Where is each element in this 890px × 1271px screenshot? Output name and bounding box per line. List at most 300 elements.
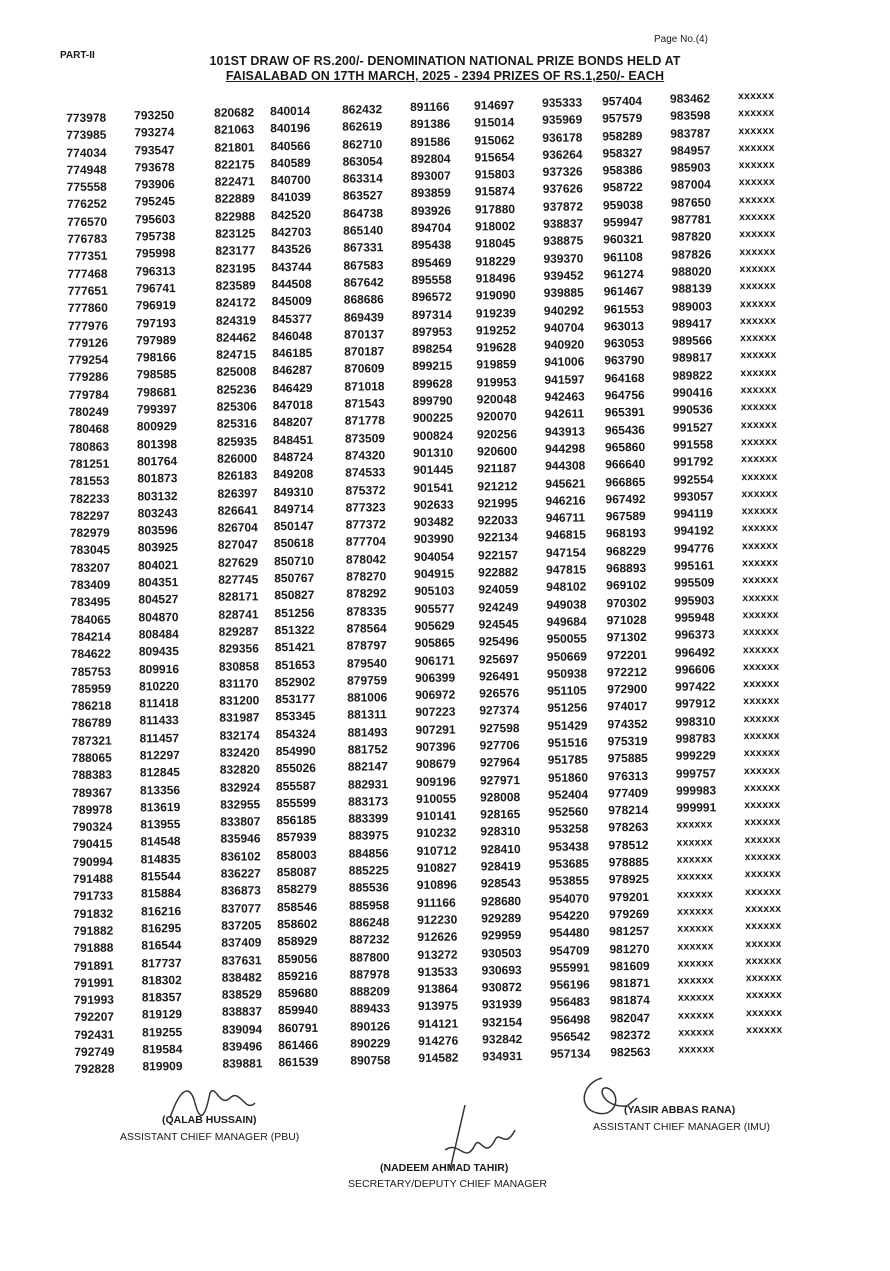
prize-number: 914121: [418, 1016, 459, 1031]
prize-number: 847018: [272, 397, 313, 413]
prize-number: 792207: [73, 1010, 115, 1025]
prize-number: xxxxxx: [743, 729, 780, 743]
prize-number: 964168: [604, 370, 645, 386]
prize-number: 918002: [475, 219, 516, 234]
prize-number: 823589: [215, 278, 256, 293]
prize-number: 790324: [72, 819, 113, 835]
prize-number: 922033: [477, 513, 518, 528]
prize-number: 954709: [549, 943, 590, 958]
prize-number: xxxxxx: [739, 297, 777, 310]
prize-number: 961467: [603, 284, 644, 299]
prize-number: xxxxxx: [745, 989, 783, 1002]
prize-column: [738, 88, 783, 1040]
prize-number: xxxxxx: [745, 902, 782, 916]
prize-number: 848207: [272, 415, 313, 430]
prize-number: 840700: [270, 173, 311, 188]
prize-number: 851421: [274, 640, 315, 655]
prize-number: 975885: [607, 751, 648, 766]
prize-number: 812845: [139, 765, 180, 780]
prize-number: 779286: [68, 370, 109, 385]
prize-number: 889433: [349, 1001, 391, 1016]
prize-number: 912230: [417, 912, 458, 927]
signatory-title-2: ASSISTANT CHIEF MANAGER (IMU): [593, 1121, 770, 1133]
prize-number: 963053: [604, 336, 645, 351]
prize-number: 822175: [214, 157, 255, 172]
prize-number: 795998: [135, 246, 176, 261]
prize-number: 798681: [136, 384, 177, 400]
prize-number: 779784: [68, 387, 109, 402]
prize-number: 830858: [218, 658, 260, 674]
prize-number: xxxxxx: [677, 957, 714, 970]
prize-number: 919628: [476, 340, 517, 355]
prize-number: 892804: [410, 151, 451, 166]
prize-number: 927598: [479, 720, 520, 736]
prize-number: 779126: [68, 335, 109, 350]
prize-number: 905865: [414, 635, 455, 651]
prize-number: 793678: [134, 159, 175, 175]
prize-number: 975319: [607, 733, 648, 749]
prize-number: 777468: [67, 266, 108, 281]
prize-number: 881006: [347, 690, 388, 705]
prize-number: 839094: [222, 1022, 263, 1037]
prize-number: 895558: [411, 272, 452, 287]
prize-number: 862432: [342, 102, 383, 117]
prize-number: 952404: [548, 787, 589, 802]
prize-number: 858929: [277, 934, 318, 949]
prize-number: 946216: [545, 493, 586, 508]
prize-number: 776570: [67, 214, 108, 229]
prize-number: 999983: [675, 783, 717, 798]
prize-number: 940704: [543, 320, 585, 335]
prize-number: 871778: [344, 413, 385, 428]
prize-number: 971302: [606, 630, 647, 645]
prize-number: xxxxxx: [738, 124, 775, 137]
prize-number: 877704: [345, 534, 386, 549]
prize-number: 925496: [478, 634, 519, 649]
prize-number: 809435: [138, 644, 179, 659]
prize-column: [214, 104, 262, 1073]
prize-number: 996373: [674, 627, 715, 642]
prize-number: 918045: [475, 236, 516, 251]
prize-number: 858279: [276, 882, 318, 897]
prize-number: 928410: [480, 841, 521, 857]
prize-number: 893926: [410, 203, 452, 218]
prize-number: 849310: [273, 484, 314, 499]
prize-number: 837631: [221, 952, 262, 968]
prize-number: xxxxxx: [677, 922, 714, 935]
prize-number: 828741: [218, 606, 259, 622]
prize-number: 826183: [217, 468, 258, 483]
prize-number: 878292: [346, 586, 387, 601]
title-line-2: FAISALABAD ON 17TH MARCH, 2025 - 2394 PRIZES OF RS.1,250/- EACH: [225, 69, 665, 83]
prize-number: 879759: [347, 673, 388, 688]
prize-number: 988139: [671, 281, 712, 296]
prize-number: xxxxxx: [739, 228, 776, 241]
prize-number: 929959: [481, 928, 522, 943]
prize-number: 774948: [66, 162, 107, 177]
prize-number: 928419: [480, 859, 521, 874]
prize-number: 913272: [417, 947, 458, 962]
prize-number: 966865: [605, 474, 646, 489]
prize-number: 787321: [71, 733, 112, 748]
prize-number: 919859: [476, 357, 517, 372]
prize-number: xxxxxx: [738, 107, 775, 120]
prize-number: 978885: [608, 855, 649, 870]
prize-number: 796741: [135, 281, 176, 296]
prize-number: 864738: [342, 206, 384, 221]
prize-number: 820682: [214, 105, 255, 120]
prize-number: xxxxxx: [740, 401, 778, 414]
prize-number: 910827: [416, 860, 457, 876]
prize-number: 795245: [134, 194, 175, 209]
prize-number: 838482: [221, 970, 262, 985]
prize-number: 887800: [349, 949, 390, 965]
prize-number: 801764: [137, 453, 178, 469]
prize-number: 958722: [602, 180, 643, 195]
prize-number: 905577: [414, 601, 455, 616]
prize-number: 776783: [67, 231, 108, 247]
prize-number: xxxxxx: [738, 193, 776, 206]
prize-number: 823177: [215, 243, 256, 259]
prize-number: 957579: [602, 111, 643, 126]
prize-number: xxxxxx: [738, 176, 776, 189]
prize-number: 869439: [343, 309, 385, 325]
prize-number: 954070: [548, 891, 590, 906]
prize-number: 819255: [142, 1024, 183, 1040]
prize-number: 840014: [270, 103, 311, 119]
prize-number: 879540: [346, 655, 388, 671]
prize-number: 953258: [548, 821, 589, 837]
prize-number: 859680: [277, 985, 318, 1001]
prize-number: 850827: [274, 588, 315, 603]
prize-number: xxxxxx: [742, 591, 779, 604]
prize-number: 953438: [548, 839, 589, 854]
prize-number: 950938: [546, 666, 588, 681]
prize-number: 963013: [603, 318, 645, 334]
prize-number: 858546: [276, 899, 318, 914]
prize-number: 919953: [476, 374, 517, 390]
prize-number: 961274: [603, 266, 644, 282]
prize-number: 870137: [343, 327, 385, 342]
prize-number: 790994: [72, 854, 113, 869]
prize-number: 910055: [416, 791, 457, 806]
prize-number: 804870: [138, 609, 179, 624]
prize-number: 842703: [271, 224, 312, 240]
prize-number: xxxxxx: [739, 280, 776, 293]
prize-number: 920600: [477, 444, 518, 459]
prize-number: 951105: [547, 683, 587, 698]
prize-number: 810220: [139, 678, 180, 694]
prize-number: 911166: [416, 895, 456, 910]
prize-number: 929289: [481, 911, 522, 926]
prize-number: xxxxxx: [743, 781, 781, 794]
prize-number: 894704: [411, 220, 452, 236]
prize-number: 909196: [415, 774, 457, 789]
prize-number: 898254: [412, 341, 453, 357]
prize-number: 831987: [219, 710, 260, 726]
prize-number: 871018: [344, 378, 385, 394]
prize-number: 950055: [546, 631, 587, 647]
prize-number: 849714: [273, 501, 314, 517]
prize-number: 793250: [134, 108, 175, 123]
prize-number: 999991: [676, 800, 717, 815]
prize-number: 893859: [410, 186, 451, 201]
prize-number: 897953: [411, 324, 453, 339]
prize-number: 793547: [134, 142, 175, 157]
prize-number: xxxxxx: [745, 1006, 783, 1019]
prize-number: 821801: [214, 139, 255, 155]
prize-number: 855587: [275, 778, 317, 793]
prize-number: 930693: [481, 962, 522, 978]
prize-number: 824319: [215, 312, 257, 328]
prize-number: 903482: [413, 514, 454, 530]
prize-number: xxxxxx: [743, 695, 780, 708]
prize-number: 854990: [275, 743, 316, 759]
prize-number: 838529: [221, 987, 262, 1002]
prize-number: xxxxxx: [742, 556, 779, 570]
prize-number: 782233: [69, 491, 110, 506]
prize-number: 774034: [66, 145, 107, 160]
prize-number: 934931: [482, 1049, 523, 1064]
prize-number: 989003: [671, 298, 712, 314]
prize-number: 803243: [137, 505, 178, 521]
prize-number: 965391: [604, 405, 645, 420]
prize-number: 857939: [276, 830, 317, 845]
prize-number: 861466: [278, 1037, 319, 1053]
prize-number: 816216: [141, 903, 182, 919]
prize-number: 895469: [411, 255, 452, 270]
prize-number: 861539: [278, 1055, 319, 1070]
prize-number: xxxxxx: [678, 1043, 715, 1057]
prize-number: 900225: [412, 410, 453, 426]
prize-number: 822889: [214, 191, 255, 207]
prize-number: 837205: [221, 918, 262, 933]
prize-number: 868686: [343, 292, 384, 307]
prize-number: 947815: [546, 562, 587, 577]
prize-number: 939885: [543, 285, 584, 301]
prize-number: 856185: [276, 813, 317, 828]
prize-number: 878335: [346, 603, 387, 619]
prize-number: 953685: [548, 856, 589, 871]
prize-number: 918496: [475, 271, 516, 286]
prize-number: 987820: [671, 229, 712, 245]
prize-number: 956196: [549, 977, 590, 992]
prize-number: 850710: [273, 553, 315, 568]
prize-column: [474, 97, 522, 1066]
prize-number: 945621: [545, 476, 586, 491]
prize-number: 903990: [413, 532, 454, 547]
prize-number: 982372: [610, 1027, 651, 1043]
prize-number: 908679: [415, 756, 456, 772]
prize-number: 912626: [417, 929, 458, 945]
prize-number: xxxxxx: [744, 816, 781, 829]
prize-number: xxxxxx: [744, 798, 781, 812]
prize-number: 946815: [545, 527, 586, 543]
prize-number: 777651: [67, 283, 108, 298]
prize-number: 858602: [277, 916, 318, 932]
prize-number: 815884: [140, 886, 182, 901]
prize-number: 958327: [602, 145, 643, 161]
prize-number: 996606: [674, 662, 716, 677]
prize-number: 796313: [135, 263, 176, 279]
prize-number: 846429: [272, 380, 313, 395]
prize-number: 938837: [543, 216, 584, 231]
prize-number: 958289: [602, 128, 643, 143]
prize-number: 829287: [218, 624, 259, 639]
prize-number: 963790: [604, 353, 645, 368]
prize-number: 927964: [479, 755, 520, 770]
prize-number: 949038: [546, 597, 587, 612]
prize-number: xxxxxx: [744, 850, 781, 864]
prize-number: 918229: [475, 253, 516, 269]
prize-number: 922134: [477, 530, 518, 545]
prize-number: 791733: [72, 888, 114, 904]
prize-number: xxxxxx: [740, 349, 777, 362]
prize-number: 863314: [342, 171, 383, 186]
prize-number: 800929: [136, 419, 177, 434]
prize-number: 884856: [348, 845, 389, 861]
prize-number: xxxxxx: [739, 262, 776, 276]
prize-number: 777860: [67, 300, 108, 316]
prize-number: 990416: [672, 385, 713, 400]
prize-number: 878797: [346, 638, 387, 653]
prize-number: 938875: [543, 233, 584, 249]
prize-number: 959038: [602, 197, 644, 213]
prize-number: 885958: [348, 897, 390, 913]
prize-number: 944308: [545, 458, 586, 474]
prize-number: 804527: [138, 592, 179, 607]
prize-number: 878042: [345, 551, 387, 567]
prize-number: xxxxxx: [677, 939, 714, 953]
prize-number: xxxxxx: [677, 991, 715, 1005]
prize-number: 779254: [68, 352, 109, 368]
prize-number: 843744: [271, 259, 312, 274]
prize-number: 811418: [139, 696, 179, 711]
prize-number: 899790: [412, 393, 453, 409]
prize-number: 906399: [414, 670, 456, 685]
prize-number: 897314: [411, 307, 452, 322]
page-number: Page No.(4): [654, 34, 708, 45]
prize-number: 849208: [273, 467, 314, 482]
prize-number: 952560: [548, 804, 589, 819]
prize-number: xxxxxx: [738, 159, 775, 172]
prize-number: 992554: [673, 471, 714, 487]
prize-number: 882931: [347, 776, 389, 792]
signature-block-1: [162, 1114, 257, 1126]
prize-number: 851256: [274, 605, 315, 620]
prize-number: 924059: [478, 582, 519, 597]
prize-number: 788383: [71, 767, 112, 783]
prize-number: 827047: [217, 537, 258, 553]
prize-number: 940292: [543, 303, 584, 318]
prize-number: 972212: [606, 664, 648, 680]
prize-number: 791891: [73, 958, 114, 973]
prize-number: 913864: [417, 981, 458, 997]
prize-number: 809916: [138, 661, 180, 676]
prize-number: 832820: [219, 762, 260, 777]
prize-number: 881311: [347, 707, 387, 722]
prize-number: xxxxxx: [743, 712, 780, 725]
prize-number: 990536: [672, 402, 713, 418]
prize-number: 823125: [215, 226, 256, 241]
prize-number: 901541: [413, 480, 454, 495]
prize-number: 811457: [139, 730, 180, 746]
prize-number: 920070: [476, 409, 517, 424]
prize-number: 927971: [479, 772, 521, 787]
prize-number: 935969: [542, 112, 583, 128]
prize-number: 891586: [410, 134, 451, 149]
prize-number: xxxxxx: [742, 643, 780, 656]
prize-number: 821063: [214, 122, 255, 138]
prize-number: 803596: [137, 523, 178, 538]
prize-number: 981257: [609, 924, 650, 939]
prize-number: 846048: [272, 328, 313, 344]
prize-number: 874320: [345, 448, 386, 463]
prize-column: [270, 103, 318, 1072]
prize-number: 999757: [675, 765, 717, 781]
prize-number: xxxxxx: [740, 418, 778, 431]
prize-number: 858087: [276, 864, 317, 880]
prize-number: 922157: [477, 547, 519, 563]
prize-number: 780249: [68, 404, 109, 420]
prize-number: 826397: [217, 485, 258, 501]
prize-number: 780468: [68, 421, 109, 437]
prize-number: 822471: [214, 174, 255, 189]
prize-number: 910896: [416, 877, 457, 893]
prize-number: 995948: [674, 610, 715, 625]
prize-number: 870609: [344, 361, 385, 377]
prize-number: 860791: [278, 1020, 319, 1035]
prize-number: xxxxxx: [676, 818, 713, 832]
prize-number: 883173: [348, 794, 389, 809]
prize-number: 951516: [547, 735, 588, 750]
prize-number: 804351: [138, 575, 179, 590]
prize-number: xxxxxx: [743, 747, 781, 760]
prize-number: xxxxxx: [740, 383, 777, 397]
prize-number: xxxxxx: [745, 954, 782, 967]
prize-number: 910712: [416, 843, 457, 858]
prize-number: 937872: [542, 199, 584, 214]
prize-number: 948102: [546, 579, 587, 595]
prize-number: xxxxxx: [740, 435, 778, 449]
prize-number: 901445: [413, 462, 454, 478]
prize-number: 781251: [69, 456, 110, 471]
prize-number: 844508: [271, 276, 312, 292]
prize-number: 915654: [474, 149, 515, 165]
prize-number: 888209: [349, 984, 390, 999]
prize-number: 839496: [222, 1039, 263, 1054]
prize-number: 867331: [343, 240, 384, 255]
prize-number: 871543: [344, 396, 385, 411]
prize-number: 915062: [474, 132, 515, 148]
prize-number: 814835: [140, 851, 181, 867]
prize-number: 915014: [474, 115, 515, 130]
prize-number: 843526: [271, 242, 312, 257]
prize-number: xxxxxx: [742, 574, 779, 587]
prize-number: 777976: [67, 318, 109, 333]
prize-number: 968193: [605, 526, 646, 541]
prize-number: 812297: [139, 748, 180, 763]
prize-number: 832924: [219, 779, 261, 795]
prize-number: 991792: [673, 454, 714, 469]
prize-number: 994119: [673, 506, 714, 521]
prize-number: 813356: [139, 782, 181, 797]
prize-number: 842520: [270, 207, 312, 222]
prize-number: 955991: [549, 960, 590, 975]
prize-number: 877372: [345, 517, 386, 532]
prize-number: 811433: [139, 713, 179, 728]
prize-number: 907291: [415, 722, 456, 737]
